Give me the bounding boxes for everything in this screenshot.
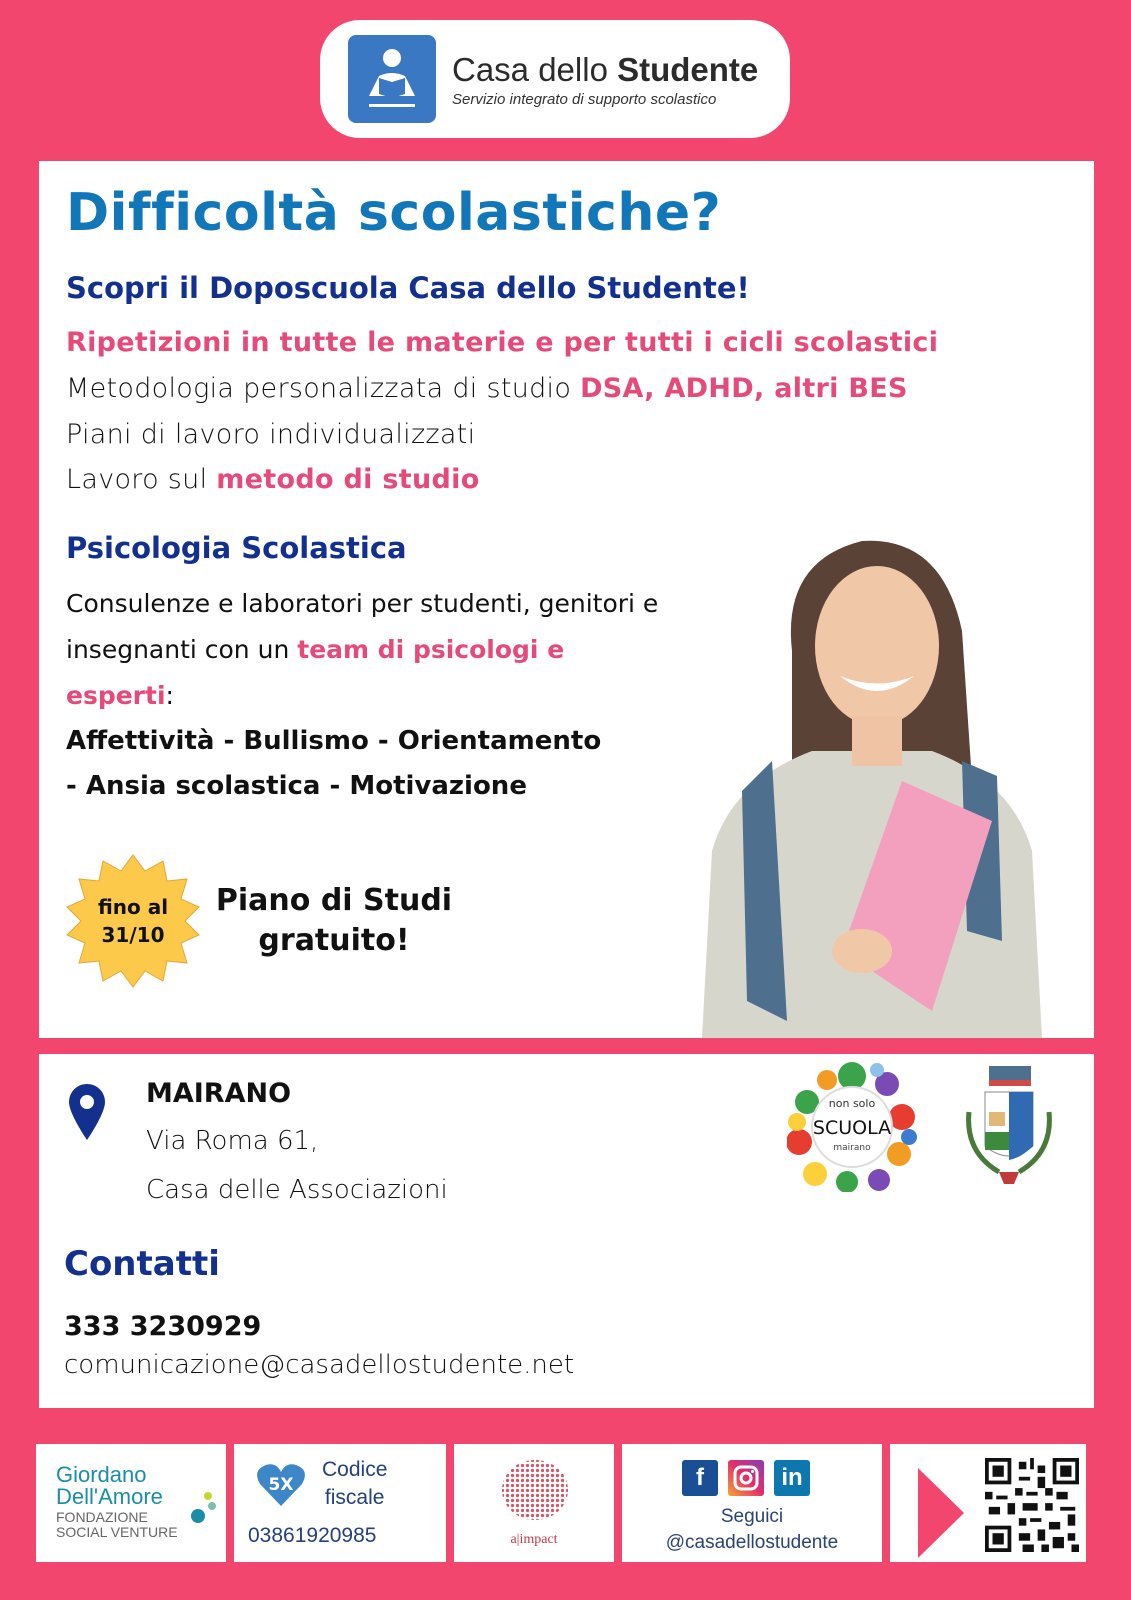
play-arrow-icon xyxy=(918,1468,964,1558)
qr-card xyxy=(890,1444,1086,1562)
non-solo-scuola-logo xyxy=(787,1062,917,1192)
social-card xyxy=(622,1444,882,1562)
svg-text:5X: 5X xyxy=(268,1475,294,1495)
balloons-icon xyxy=(186,1490,216,1530)
codice-fiscale: 03861920985 xyxy=(248,1524,377,1547)
service-line: Ripetizioni in tutte le materie e per tutti i cicli scolastici xyxy=(66,327,939,358)
brand-header xyxy=(320,20,790,138)
page-subtitle: Scopri il Doposcuola Casa dello Studente! xyxy=(66,271,750,305)
email-link[interactable]: comunicazione@casadellostudente.net xyxy=(64,1350,575,1380)
qr-code-icon[interactable] xyxy=(985,1458,1079,1552)
deadline-badge: fino al 31/10 xyxy=(63,851,203,991)
location-city: MAIRANO xyxy=(146,1078,292,1109)
main-panel xyxy=(39,161,1094,1038)
phone-number[interactable]: 333 3230929 xyxy=(64,1311,262,1342)
service-line: Piani di lavoro individualizzati xyxy=(66,419,476,450)
cinque-per-mille-card: 5X Codice fiscale 03861920985 xyxy=(234,1444,446,1562)
location-contact-panel xyxy=(39,1054,1094,1408)
svg-text:non solo: non solo xyxy=(828,1097,876,1110)
map-pin-icon xyxy=(69,1084,105,1145)
address-line: Via Roma 61, xyxy=(146,1126,319,1156)
svg-text:mairano: mairano xyxy=(833,1143,871,1153)
student-photo xyxy=(662,521,1082,1038)
follow-label: Seguici xyxy=(720,1506,784,1527)
dot-pattern-icon xyxy=(500,1458,570,1522)
contacts-title: Contatti xyxy=(64,1244,220,1284)
page-title: Difficoltà scolastiche? xyxy=(66,183,722,243)
svg-text:SCUOLA: SCUOLA xyxy=(812,1117,892,1139)
promo-text: Piano di Studi gratuito! xyxy=(215,883,453,958)
municipal-coat-of-arms xyxy=(959,1062,1059,1192)
psychology-topics: Affettività - Bullismo - Orientamento - Ansia scolastica - Motivazione xyxy=(66,726,602,801)
reading-person-icon xyxy=(348,35,436,123)
heart-5x-icon xyxy=(256,1462,306,1513)
psychology-title: Psicologia Scolastica xyxy=(66,531,407,565)
service-line: Lavoro sul metodo di studio xyxy=(66,464,480,495)
brand-title: Casa dello Studente xyxy=(452,50,759,88)
service-line: Metodologia personalizzata di studio DSA, ADHD, altri BES xyxy=(66,373,908,404)
instagram-icon[interactable] xyxy=(728,1460,764,1496)
brand-subtitle: Servizio integrato di supporto scolastico xyxy=(452,90,717,108)
social-handle[interactable]: @casadellostudente xyxy=(665,1532,839,1553)
linkedin-icon[interactable]: in xyxy=(774,1460,810,1496)
aimpact-logo: a|impact xyxy=(454,1444,614,1562)
facebook-icon[interactable]: f xyxy=(682,1460,718,1496)
address-line: Casa delle Associazioni xyxy=(146,1175,448,1205)
giordano-dellamore-logo: Giordano Dell'Amore FONDAZIONE SOCIAL VENTURE xyxy=(36,1444,226,1562)
psychology-description: Consulenze e laboratori per studenti, genitori e insegnanti con un team di psicologi e esperti: xyxy=(66,589,659,710)
